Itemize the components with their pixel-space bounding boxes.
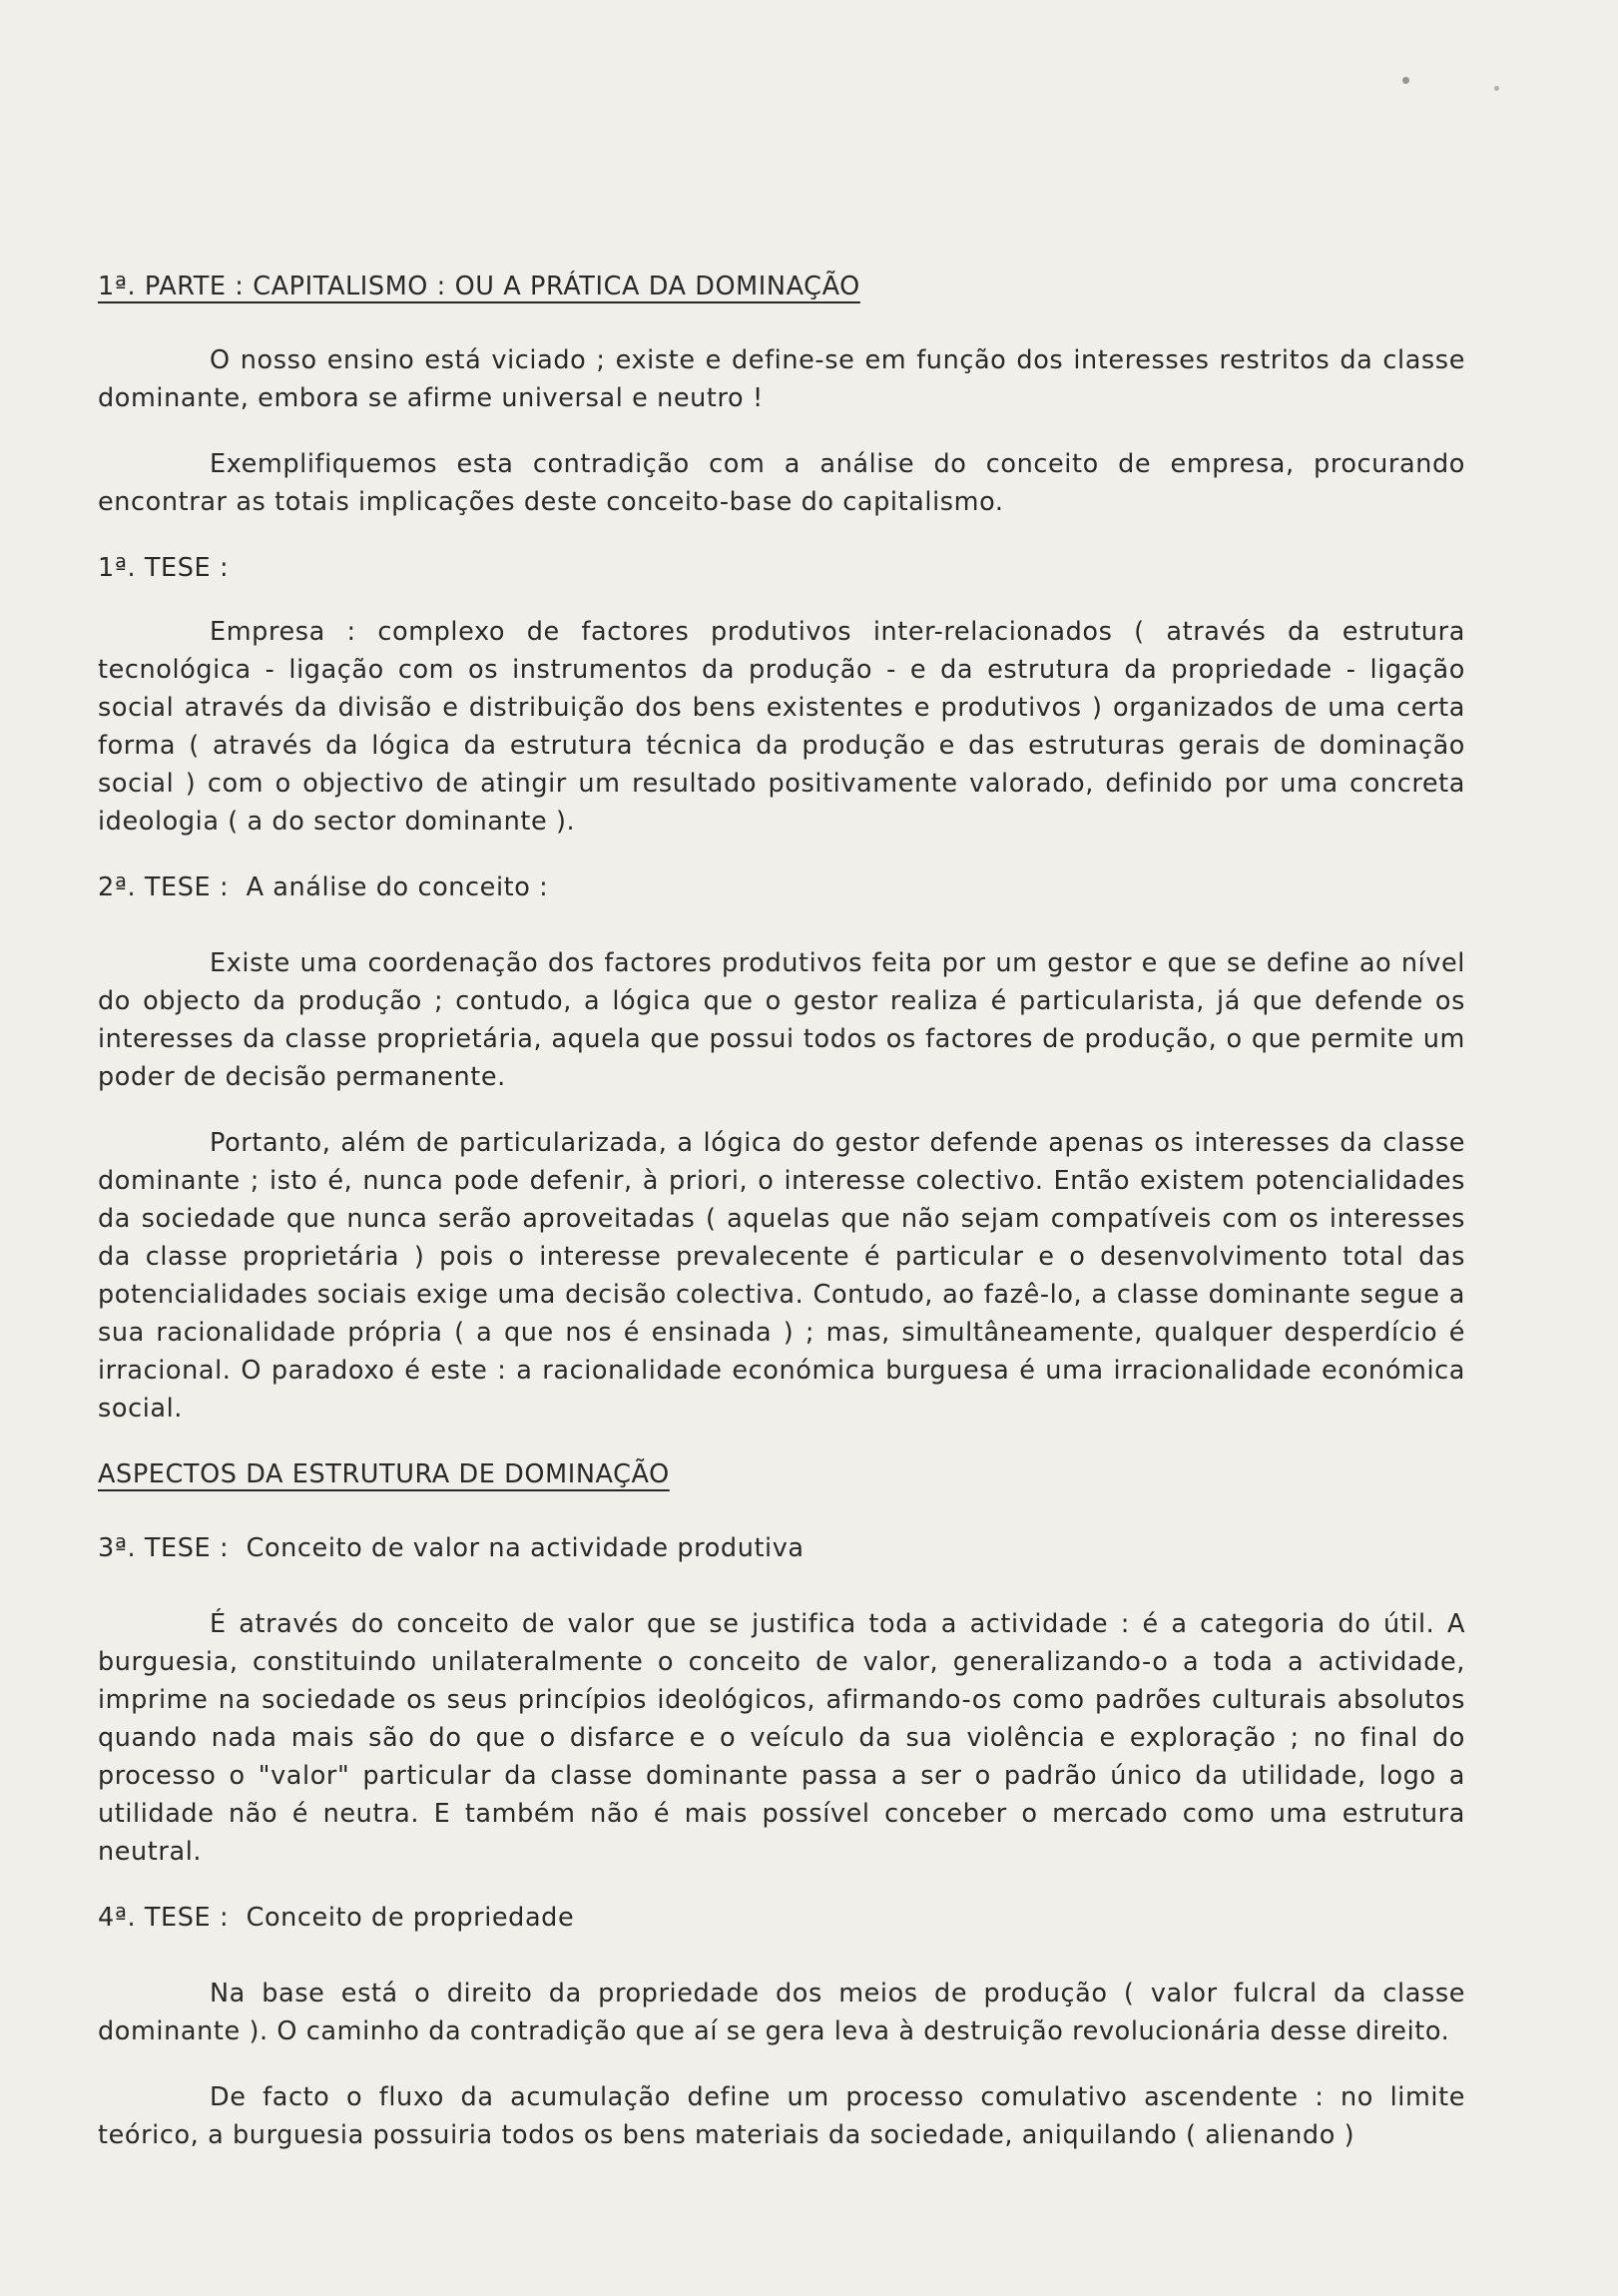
thesis-3-heading (98, 1529, 1465, 1567)
thesis-2-paragraph-2: Portanto, além de particularizada, a lógica do gestor defende apenas os interesses da classe dominante ; isto é, nunca pode defenir, à priori, o interesse colectivo. Então existem potencialidades da sociedade que nunca serão aproveitadas ( aquelas que não sejam compatíveis com os interesses da classe proprietária ) pois o interesse prevalecente é particular e o desenvolvimento total das potencialidades sociais exige uma decisão colectiva. Contudo, ao fazê-lo, a classe dominante segue a sua racionalidade própria ( a que nos é ensinada ) ; mas, simultâneamente, qualquer desperdício é irracional. O paradoxo é este : a racionalidade económica burguesa é uma irracionalidade económica social. (98, 1128, 1465, 1424)
thesis-2-label: 2ª. TESE : (98, 872, 230, 902)
thesis-2-heading (98, 868, 1465, 906)
thesis-2-paragraph-1: Existe uma coordenação dos factores produtivos feita por um gestor e que se define ao nível do objecto da produção ; contudo, a lógica que o gestor realiza é particularista, já que defende os interesses da classe proprietária, aquela que possui todos os factores de produção, o que permite um poder de decisão permanente. (98, 948, 1465, 1092)
thesis-3-paragraph: É através do conceito de valor que se justifica toda a actividade : é a categoria do útil. A burguesia, constituindo unilateralmente o conceito de valor, generalizando-o a toda a actividade, imprime na sociedade os seus princípios ideológicos, afirmando-os como padrões culturais absolutos quando nada mais são do que o disfarce e o veículo da sua violência e exploração ; no final do processo o "valor" particular da classe dominante passa a ser o padrão único da utilidade, logo a utilidade não é neutra. E também não é mais possível conceber o mercado como uma estrutura neutral. (98, 1609, 1465, 1867)
thesis-3-label: 3ª. TESE : (98, 1533, 230, 1563)
thesis-4-label: 4ª. TESE : (98, 1903, 230, 1933)
thesis-3-title: Conceito de valor na actividade produtiva (246, 1533, 805, 1563)
thesis-4-paragraph-1: Na base está o direito da propriedade dos meios de produção ( valor fulcral da classe dominante ). O caminho da contradição que aí se gera leva à destruição revolucionária desse direito. (98, 1979, 1465, 2046)
thesis-4-paragraph-2: De facto o fluxo da acumulação define um processo comulativo ascendente : no limite teórico, a burguesia possuiria todos os bens materiais da sociedade, aniquilando ( alienando ) (98, 2082, 1465, 2150)
document-page (98, 268, 1465, 2182)
thesis-1-heading (98, 549, 1465, 587)
ink-dot (1494, 86, 1499, 91)
thesis-4-heading (98, 1899, 1465, 1937)
part-title: 1ª. PARTE : CAPITALISMO : OU A PRÁTICA DA DOMINAÇÃO (98, 272, 860, 301)
ink-dot (1402, 77, 1409, 84)
thesis-1-label: 1ª. TESE : (98, 553, 230, 583)
thesis-2-title: A análise do conceito : (246, 872, 549, 902)
thesis-4-title: Conceito de propriedade (246, 1903, 575, 1933)
intro-paragraph-1: O nosso ensino está viciado ; existe e define-se em função dos interesses restritos da classe dominante, embora se afirme universal e neutro ! (98, 345, 1465, 413)
section-2-title: ASPECTOS DA ESTRUTURA DE DOMINAÇÃO (98, 1459, 670, 1489)
intro-paragraph-2: Exemplifiquemos esta contradição com a análise do conceito de empresa, procurando encontrar as totais implicações deste conceito-base do capitalismo. (98, 449, 1465, 517)
thesis-1-paragraph: Empresa : complexo de factores produtivos inter-relacionados ( através da estrutura tecnológica - ligação com os instrumentos da produção - e da estrutura da propriedade - ligação social através da divisão e distribuição dos bens existentes e produtivos ) organizados de uma certa forma ( através da lógica da estrutura técnica da produção e das estruturas gerais de dominação social ) com o objectivo de atingir um resultado positivamente valorado, definido por uma concreta ideologia ( a do sector dominante ). (98, 617, 1465, 837)
